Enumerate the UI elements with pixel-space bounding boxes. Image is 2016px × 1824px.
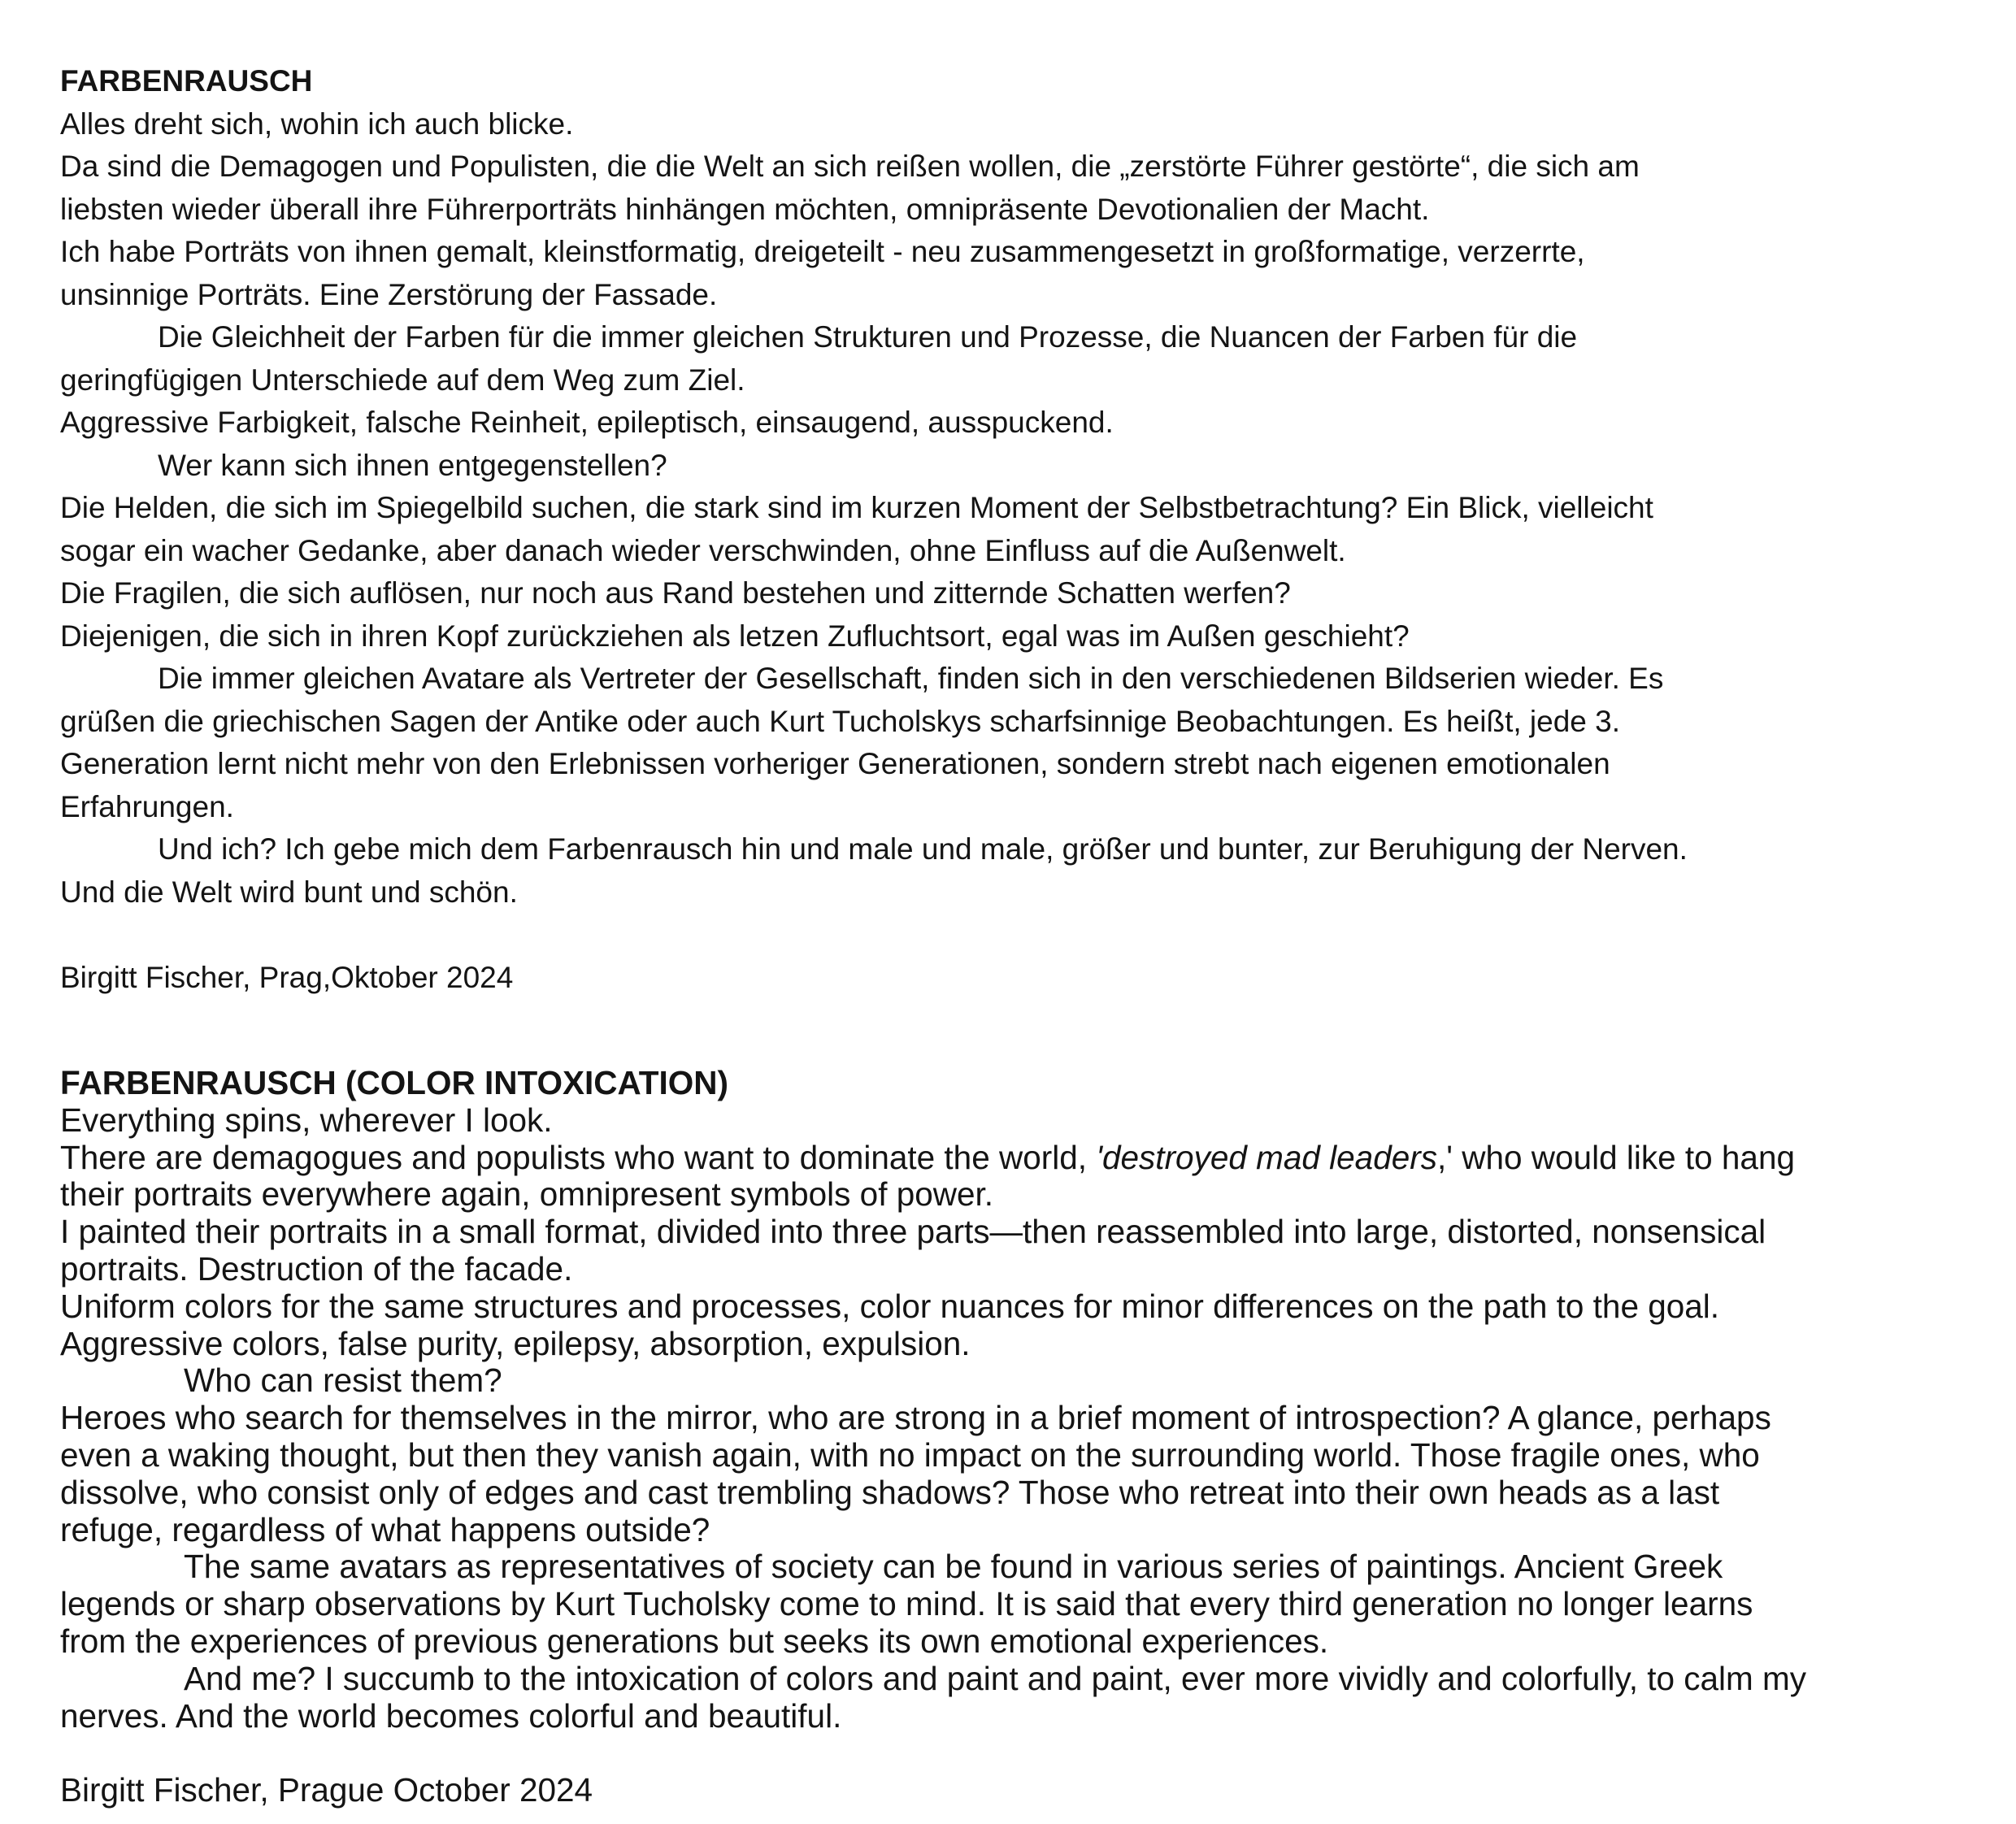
- spacer: [60, 1735, 1962, 1772]
- english-signature: Birgitt Fischer, Prague October 2024: [60, 1771, 593, 1809]
- text-line: grüßen die griechischen Sagen der Antike oder auch Kurt Tucholskys scharfsinnige Beobachtungen. Es heißt, jede 3.: [60, 704, 1620, 738]
- text-line: liebsten wieder überall ihre Führerporträts hinhängen möchten, omnipräsente Devotionalien der Macht.: [60, 192, 1430, 226]
- german-title: FARBENRAUSCH: [60, 64, 313, 98]
- text-line: sogar ein wacher Gedanke, aber danach wieder verschwinden, ohne Einfluss auf die Außenwelt.: [60, 533, 1346, 567]
- text-line: dissolve, who consist only of edges and cast trembling shadows? Those who retreat into their own heads as a last: [60, 1473, 1720, 1511]
- text-line: Ich habe Porträts von ihnen gemalt, kleinstformatig, dreigeteilt - neu zusammengesetzt in großformatige, verzerrte,: [60, 235, 1585, 268]
- text-line: Die immer gleichen Avatare als Vertreter der Gesellschaft, finden sich in den verschiedenen Bildserien wieder. Es: [158, 662, 1664, 695]
- text-line: Uniform colors for the same structures and processes, color nuances for minor differences on the path to the goal.: [60, 1287, 1720, 1325]
- text-line: Wer kann sich ihnen entgegenstellen?: [158, 448, 667, 482]
- text-line: Alles dreht sich, wohin ich auch blicke.: [60, 106, 574, 141]
- text-line: The same avatars as representatives of society can be found in various series of paintings. Ancient Greek: [184, 1548, 1723, 1586]
- text-line: geringfügigen Unterschiede auf dem Weg zum Ziel.: [60, 363, 745, 397]
- text-line: Die Fragilen, die sich auflösen, nur noch aus Rand bestehen und zitternde Schatten werfen?: [60, 576, 1291, 610]
- text-line: Erfahrungen.: [60, 789, 234, 823]
- text-line: even a waking thought, but then they vanish again, with no impact on the surrounding world. Those fragile ones, who: [60, 1435, 1760, 1474]
- text-line: refuge, regardless of what happens outside?: [60, 1510, 710, 1548]
- german-signature: Birgitt Fischer, Prag,Oktober 2024: [60, 960, 514, 994]
- text-line: Und die Welt wird bunt und schön.: [60, 875, 518, 909]
- text-line: unsinnige Porträts. Eine Zerstörung der Fassade.: [60, 277, 718, 311]
- english-text-section: [60, 1065, 1962, 1809]
- text-line: Who can resist them?: [184, 1361, 502, 1400]
- text-line: I painted their portraits in a small format, divided into three parts—then reassembled into large, distorted, nonsensical: [60, 1213, 1766, 1251]
- english-title: FARBENRAUSCH (COLOR INTOXICATION): [60, 1064, 728, 1101]
- text-line: And me? I succumb to the intoxication of colors and paint and paint, ever more vividly and colorfully, to calm my: [184, 1659, 1806, 1697]
- text-line: Die Helden, die sich im Spiegelbild suchen, die stark sind im kurzen Moment der Selbstbetrachtung? Ein Blick, vielleicht: [60, 491, 1653, 524]
- text-line: nerves. And the world becomes colorful and beautiful.: [60, 1696, 842, 1735]
- text-line: Und ich? Ich gebe mich dem Farbenrausch hin und male und male, größer und bunter, zur Beruhigung der Nerven.: [158, 832, 1688, 866]
- text-line: legends or sharp observations by Kurt Tucholsky come to mind. It is said that every third generation no longer learns: [60, 1585, 1753, 1623]
- text-line: from the experiences of previous generations but seeks its own emotional experiences.: [60, 1622, 1329, 1660]
- text-line: Aggressive Farbigkeit, falsche Reinheit, epileptisch, einsaugend, ausspuckend.: [60, 406, 1114, 439]
- text-line: portraits. Destruction of the facade.: [60, 1249, 573, 1288]
- text-line: Everything spins, wherever I look.: [60, 1101, 553, 1139]
- text-segment: There are demagogues and populists who want to dominate the world,: [60, 1138, 1097, 1176]
- text-line: Die Gleichheit der Farben für die immer gleichen Strukturen und Prozesse, die Nuancen der Farben für die: [158, 320, 1578, 354]
- text-line: their portraits everywhere again, omnipresent symbols of power.: [60, 1175, 994, 1214]
- spacer: [60, 914, 1962, 957]
- text-line: Generation lernt nicht mehr von den Erlebnissen vorheriger Generationen, sondern strebt nach eigenen emotionalen: [60, 747, 1610, 780]
- text-line: Heroes who search for themselves in the mirror, who are strong in a brief moment of introspection? A glance, perhaps: [60, 1399, 1771, 1437]
- german-text-section: [60, 60, 1962, 999]
- text-line: Diejenigen, die sich in ihren Kopf zurückziehen als letzen Zufluchtsort, egal was im Außen geschieht?: [60, 619, 1410, 653]
- text-line: Da sind die Demagogen und Populisten, die die Welt an sich reißen wollen, die „zerstörte Führer gestörte“, die sich am: [60, 150, 1640, 183]
- italic-quote: 'destroyed mad leaders: [1096, 1138, 1437, 1176]
- text-line: Aggressive colors, false purity, epilepsy, absorption, expulsion.: [60, 1324, 971, 1362]
- text-segment: ,' who would like to hang: [1437, 1138, 1796, 1176]
- text-line: [60, 1140, 1962, 1177]
